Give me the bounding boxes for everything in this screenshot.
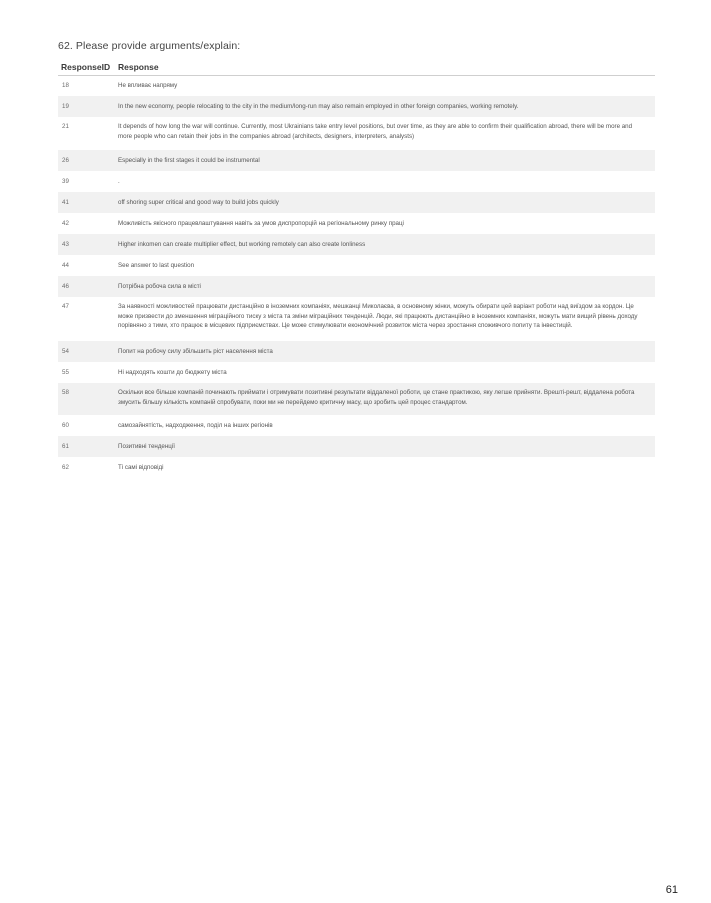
responses-table (58, 58, 655, 478)
question-title: 62. Please provide arguments/explain: (58, 40, 241, 52)
table-row (58, 234, 655, 255)
cell-response-text: . (118, 178, 120, 185)
header-response: Response (118, 61, 159, 72)
table-row (58, 383, 655, 415)
cell-response-id: 42 (62, 220, 69, 227)
cell-response-text: Не впливає напряму (118, 82, 178, 89)
cell-response-text: самозайнятість, надходження, поділ на інших регіонів (118, 422, 273, 429)
cell-response-id: 62 (62, 464, 69, 471)
cell-response-id: 21 (62, 123, 69, 130)
cell-response-id: 41 (62, 199, 69, 206)
cell-response-text: Higher inkomen can create multiplier effect, but working remotely can also create lonliness (118, 241, 366, 248)
table-row (58, 457, 655, 478)
table-header (58, 58, 655, 76)
cell-response-text: Позитивні тенденції (118, 443, 175, 450)
header-response-id: ResponseID (61, 61, 111, 72)
table-body (58, 76, 655, 478)
cell-response-text: It depends of how long the war will continue. Currently, most Ukrainians take entry level positions, but over time, as they are able to confirm their qualification abroad, there will be more and more people who can retain their jobs in the companies abroad (architects, designers, interpreters, analysts) (118, 123, 633, 140)
table-row (58, 341, 655, 362)
table-row (58, 415, 655, 436)
cell-response-text: off shoring super critical and good way to build jobs quickly (118, 199, 279, 206)
cell-response-id: 26 (62, 157, 69, 164)
cell-response-id: 58 (62, 389, 69, 396)
cell-response-text: Оскільки все більше компаній починають приймати і отримувати позитивні результати віддаленої роботи, це стане практикою, яку легше прийняти. Врешті-решт, віддалена робота змусить більшу кількість компаній спробувати, поки ми не перейдемо критичну масу, що зробить цей процес стандартом. (118, 389, 635, 406)
cell-response-text: Ні надходять кошти до бюджету міста (118, 369, 227, 376)
cell-response-id: 61 (62, 443, 69, 450)
cell-response-text: Попит на робочу силу збільшить ріст населення міста (118, 348, 273, 355)
cell-response-id: 39 (62, 178, 69, 185)
cell-response-id: 55 (62, 369, 69, 376)
cell-response-id: 18 (62, 82, 69, 89)
table-row (58, 436, 655, 457)
cell-response-id: 47 (62, 303, 69, 310)
table-row (58, 76, 655, 96)
cell-response-text: Можливість якісного працевлаштування навіть за умов диспропорцій на регіональному ринку праці (118, 220, 404, 227)
cell-response-text: Потрібна робоча сила в місті (118, 283, 201, 290)
table-row (58, 297, 655, 341)
cell-response-id: 60 (62, 422, 69, 429)
cell-response-text: Ті самі відповіді (118, 464, 164, 471)
cell-response-id: 54 (62, 348, 69, 355)
table-row (58, 150, 655, 171)
table-row (58, 171, 655, 192)
cell-response-id: 46 (62, 283, 69, 290)
cell-response-text: In the new economy, people relocating to the city in the medium/long-run may also remain employed in other foreign companies, working remotely. (118, 103, 519, 110)
table-row (58, 255, 655, 276)
table-row (58, 117, 655, 150)
cell-response-id: 44 (62, 262, 69, 269)
table-row (58, 96, 655, 117)
table-row (58, 276, 655, 297)
table-row (58, 213, 655, 234)
cell-response-text: Especially in the first stages it could be instrumental (118, 157, 260, 164)
cell-response-id: 43 (62, 241, 69, 248)
cell-response-text: За наявності можливостей працювати дистанційно в іноземних компаніях, мешканці Миколаєва, в основному жінки, можуть обирати цей варіант роботи над виїздом за кордон. Це може призвести до зменшення міграційного тиску з міста та зміни міграційних тенденцій. Люди, які працюють дистанційно в іноземних компаніях, можуть мати вищий рівень доходу порівняно з тими, хто працює в місцевих підприємствах. Це може стимулювати економічний розвиток міста через зростання споживчого попиту та інвестицій. (118, 303, 638, 330)
cell-response-id: 19 (62, 103, 69, 110)
cell-response-text: See answer to last question (118, 262, 195, 269)
table-row (58, 362, 655, 383)
page-number: 61 (665, 884, 678, 896)
table-row (58, 192, 655, 213)
